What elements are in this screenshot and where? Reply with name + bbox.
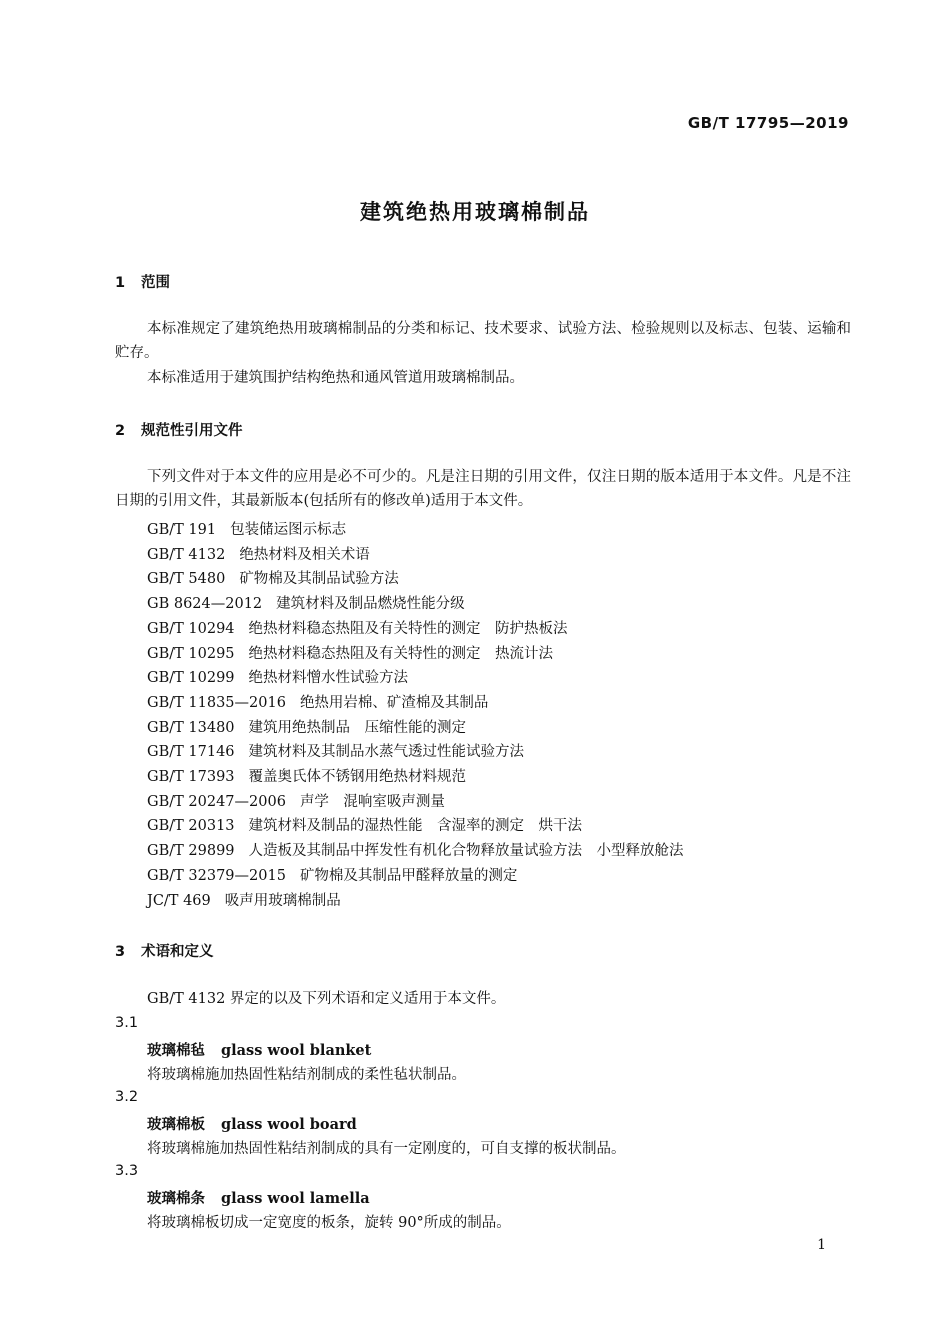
term-heading bbox=[147, 1187, 370, 1208]
reference-code: GB/T 17146 bbox=[147, 744, 235, 761]
term-definition: 将玻璃棉板切成一定宽度的板条，旋转 90°所成的制品。 bbox=[147, 1215, 511, 1231]
reference-title: 绝热材料稳态热阻及有关特性的测定 热流计法 bbox=[248, 645, 554, 662]
standard-code: GB/T 17795—2019 bbox=[687, 114, 849, 132]
reference-code: GB/T 32379—2015 bbox=[147, 867, 286, 884]
reference-title: 建筑材料及制品的湿热性能 含湿率的测定 烘干法 bbox=[248, 818, 583, 835]
reference-code: GB/T 10295 bbox=[147, 645, 235, 662]
section-title: 范围 bbox=[141, 275, 170, 291]
reference-title: 矿物棉及其制品甲醛释放量的测定 bbox=[299, 867, 518, 884]
reference-code: GB/T 10299 bbox=[147, 670, 235, 687]
section-heading-2 bbox=[115, 419, 243, 440]
reference-title: 建筑用绝热制品 压缩性能的测定 bbox=[248, 719, 467, 736]
reference-code: GB/T 10294 bbox=[147, 620, 235, 637]
reference-item bbox=[147, 814, 582, 835]
term-definition: 将玻璃棉施加热固性粘结剂制成的柔性毡状制品。 bbox=[147, 1067, 466, 1083]
reference-item bbox=[147, 691, 488, 712]
reference-item bbox=[147, 740, 524, 761]
reference-item bbox=[147, 889, 341, 910]
section-number: 1 bbox=[115, 275, 126, 291]
reference-item bbox=[147, 592, 465, 613]
reference-code: GB/T 29899 bbox=[147, 843, 235, 860]
reference-item bbox=[147, 839, 684, 860]
term-definition: 将玻璃棉施加热固性粘结剂制成的具有一定刚度的，可自支撑的板状制品。 bbox=[147, 1141, 626, 1157]
reference-item bbox=[147, 567, 399, 588]
reference-code: GB/T 11835—2016 bbox=[147, 694, 286, 711]
reference-code: GB/T 20313 bbox=[147, 818, 235, 835]
reference-item bbox=[147, 543, 370, 564]
reference-item bbox=[147, 864, 517, 885]
term-zh: 玻璃棉条 bbox=[147, 1190, 205, 1207]
reference-title: 声学 混响室吸声测量 bbox=[299, 793, 445, 810]
term-number: 3.1 bbox=[115, 1015, 139, 1031]
term-en: glass wool blanket bbox=[221, 1042, 372, 1059]
section-title: 规范性引用文件 bbox=[141, 423, 243, 439]
term-en: glass wool lamella bbox=[221, 1190, 370, 1207]
section-heading-1 bbox=[115, 271, 170, 292]
reference-code: GB/T 17393 bbox=[147, 769, 235, 785]
term-zh: 玻璃棉毡 bbox=[147, 1042, 205, 1059]
reference-code: GB 8624—2012 bbox=[147, 596, 263, 613]
reference-title: 矿物棉及其制品试验方法 bbox=[239, 571, 399, 588]
reference-title: 绝热材料稳态热阻及有关特性的测定 防护热板法 bbox=[248, 620, 568, 637]
reference-code: GB/T 5480 bbox=[147, 571, 226, 588]
reference-code: GB/T 4132 bbox=[147, 546, 226, 563]
reference-item bbox=[147, 765, 466, 786]
section-title: 术语和定义 bbox=[141, 944, 214, 960]
scope-paragraph-1: 本标准规定了建筑绝热用玻璃棉制品的分类和标记、技术要求、试验方法、检验规则以及标志、包装、运输和贮存。 bbox=[115, 321, 851, 361]
reference-title: 建筑材料及制品燃烧性能分级 bbox=[276, 596, 465, 613]
reference-title: 包装储运图示标志 bbox=[230, 522, 347, 538]
reference-title: 建筑材料及其制品水蒸气透过性能试验方法 bbox=[248, 744, 525, 761]
reference-item bbox=[147, 617, 568, 638]
reference-title: 绝热材料憎水性试验方法 bbox=[248, 670, 409, 687]
references-intro: 下列文件对于本文件的应用是必不可少的。凡是注日期的引用文件，仅注日期的版本适用于本文件。凡是不注日期的引用文件，其最新版本(包括所有的修改单)适用于本文件。 bbox=[115, 469, 851, 509]
reference-code: GB/T 13480 bbox=[147, 719, 235, 736]
terms-intro: GB/T 4132 界定的以及下列术语和定义适用于本文件。 bbox=[147, 991, 506, 1007]
reference-item bbox=[147, 642, 553, 663]
reference-code: JC/T 469 bbox=[147, 892, 211, 909]
reference-code: GB/T 191 bbox=[147, 522, 217, 538]
reference-title: 人造板及其制品中挥发性有机化合物释放量试验方法 小型释放舱法 bbox=[248, 843, 684, 860]
scope-paragraph-2: 本标准适用于建筑围护结构绝热和通风管道用玻璃棉制品。 bbox=[147, 370, 524, 386]
page-number: 1 bbox=[817, 1237, 826, 1253]
reference-title: 吸声用玻璃棉制品 bbox=[224, 892, 341, 909]
reference-code: GB/T 20247—2006 bbox=[147, 793, 286, 810]
section-number: 2 bbox=[115, 423, 126, 439]
term-number: 3.2 bbox=[115, 1089, 139, 1105]
reference-title: 覆盖奥氏体不锈钢用绝热材料规范 bbox=[248, 769, 467, 785]
term-number: 3.3 bbox=[115, 1163, 139, 1179]
term-heading bbox=[147, 1039, 371, 1060]
document-title: 建筑绝热用玻璃棉制品 bbox=[360, 200, 590, 224]
reference-item bbox=[147, 716, 466, 737]
reference-item bbox=[147, 518, 346, 539]
section-number: 3 bbox=[115, 944, 126, 960]
section-heading-3 bbox=[115, 940, 214, 961]
term-zh: 玻璃棉板 bbox=[147, 1116, 205, 1133]
term-en: glass wool board bbox=[221, 1116, 357, 1133]
term-heading bbox=[147, 1113, 357, 1134]
reference-title: 绝热用岩棉、矿渣棉及其制品 bbox=[299, 694, 489, 711]
reference-title: 绝热材料及相关术语 bbox=[239, 546, 370, 563]
reference-item bbox=[147, 666, 408, 687]
reference-item bbox=[147, 790, 445, 811]
